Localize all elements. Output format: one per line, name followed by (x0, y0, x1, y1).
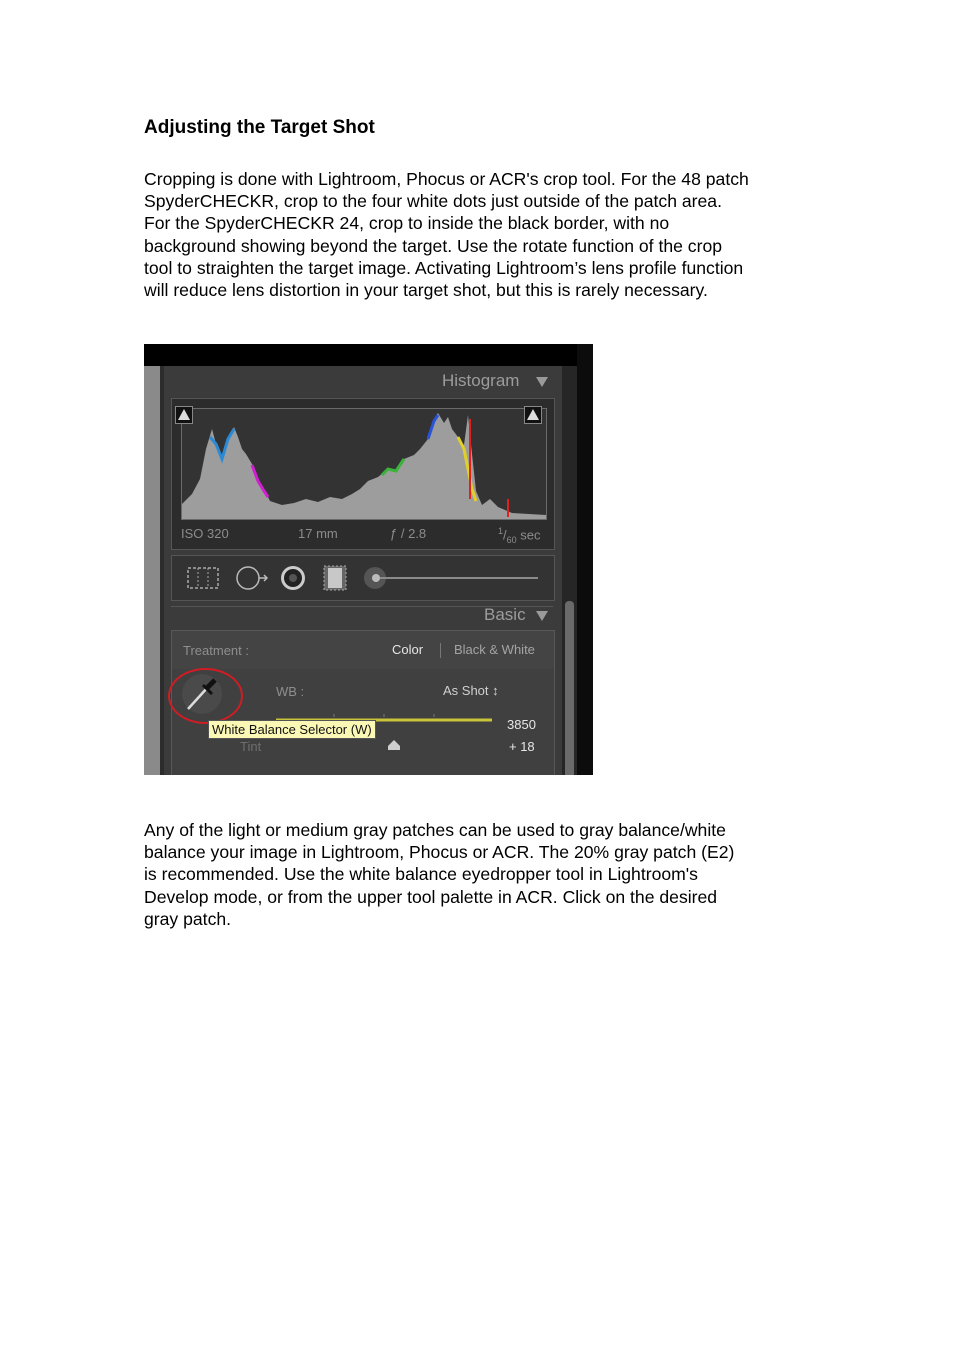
option-separator (440, 643, 441, 658)
shutter-unit: sec (520, 527, 541, 543)
iso-readout: ISO 320 (181, 526, 229, 541)
collapse-triangle-icon[interactable] (536, 611, 548, 621)
tint-value[interactable]: + 18 (509, 739, 535, 754)
paragraph-line: Cropping is done with Lightroom, Phocus or ACR's crop tool. For the 48 patch (144, 169, 749, 189)
collapse-triangle-icon[interactable] (536, 377, 548, 387)
crop-overlay-icon[interactable] (186, 565, 220, 591)
gray-balance-paragraph (144, 819, 824, 930)
wb-selector-tooltip: White Balance Selector (W) (208, 720, 376, 739)
paragraph-line: gray patch. (144, 908, 232, 929)
intro-paragraph (144, 168, 824, 301)
treatment-color-option[interactable]: Color (392, 642, 424, 657)
tint-label: Tint (240, 739, 262, 754)
graduated-filter-icon[interactable] (319, 563, 351, 593)
basic-panel-title[interactable]: Basic (484, 605, 526, 624)
temp-value[interactable]: 3850 (507, 717, 536, 732)
tint-slider[interactable] (274, 737, 496, 753)
paragraph-line: SpyderCHECKR, crop to the four white dots just outside of the patch area. (144, 191, 722, 212)
paragraph-line: Develop mode, or from the upper tool palette in ACR. Click on the desired (144, 886, 718, 907)
shutter-denominator: 60 (506, 534, 517, 545)
paragraph-line: Any of the light or medium gray patches can be used to gray balance/white (144, 820, 726, 840)
treatment-row (171, 630, 555, 670)
wb-label: WB : (276, 684, 305, 699)
adjustment-brush-icon[interactable] (362, 565, 542, 591)
paragraph-line: balance your image in Lightroom, Phocus or ACR. The 20% gray patch (E2) (144, 842, 735, 863)
panel-scrollbar[interactable] (562, 366, 577, 775)
shutter-numerator: 1 (498, 526, 504, 536)
spot-removal-icon[interactable] (234, 564, 270, 592)
histogram-curve (182, 409, 546, 519)
focal-length-readout: 17 mm (298, 526, 338, 541)
paragraph-line: For the SpyderCHECKR 24, crop to inside the black border, with no (144, 213, 670, 234)
treatment-label: Treatment : (183, 643, 249, 658)
wb-preset-select[interactable]: As Shot ↕ (443, 683, 499, 698)
paragraph-line: tool to straighten the target image. Activating Lightroom’s lens profile function (144, 257, 744, 278)
histogram-panel-title[interactable]: Histogram (442, 371, 520, 390)
right-edge (577, 344, 593, 775)
highlight-clipping-icon[interactable] (524, 406, 542, 424)
paragraph-line: is recommended. Use the white balance eyedropper tool in Lightroom's (144, 864, 698, 885)
shadow-clipping-icon[interactable] (175, 406, 193, 424)
aperture-readout: ƒ / 2.8 (390, 526, 427, 541)
section-heading: Adjusting the Target Shot (144, 117, 375, 138)
paragraph-line: background showing beyond the target. Use the rotate function of the crop (144, 235, 723, 256)
histogram-graph (181, 408, 547, 520)
shutter-readout: $^1/_{60}$ sec (498, 526, 541, 545)
treatment-bw-option[interactable]: Black & White (454, 642, 535, 657)
red-eye-icon[interactable] (279, 564, 307, 592)
lightroom-screenshot (144, 344, 593, 775)
histogram (171, 398, 555, 550)
tool-strip (171, 555, 555, 601)
paragraph-line: will reduce lens distortion in your target shot, but this is rarely necessary. (144, 280, 708, 301)
annotation-circle (168, 668, 243, 724)
scroll-thumb[interactable] (565, 601, 574, 775)
